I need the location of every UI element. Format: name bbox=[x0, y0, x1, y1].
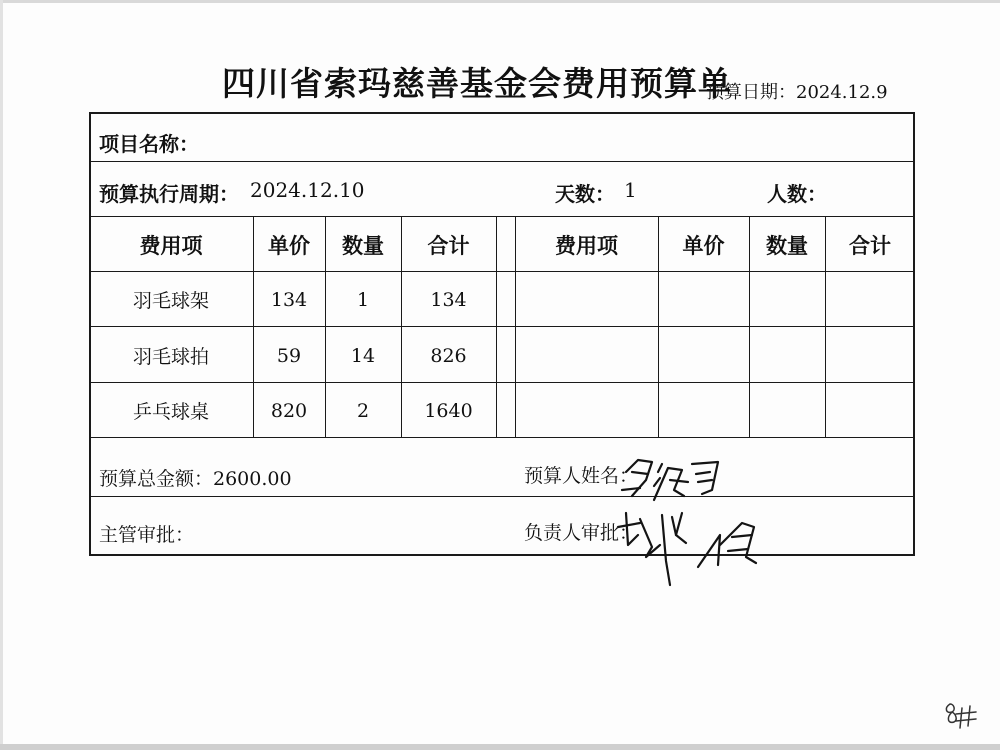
table-cell-item: 羽毛球架 bbox=[132, 290, 209, 312]
budget-date: 预算日期：2024.12.9 bbox=[706, 82, 888, 103]
table-cell-item: 乒乓球桌 bbox=[132, 401, 209, 423]
header-qty: 数量 bbox=[342, 233, 384, 258]
responsible-signature bbox=[616, 505, 766, 590]
row-divider bbox=[89, 161, 915, 162]
header-total: 合计 bbox=[427, 233, 470, 258]
header-price-right: 单价 bbox=[682, 233, 725, 258]
table-cell-total: 826 bbox=[430, 344, 467, 367]
scan-edge-left bbox=[0, 0, 3, 750]
table-cell-item: 羽毛球拍 bbox=[132, 346, 209, 368]
period-label: 预算执行周期： bbox=[99, 182, 239, 206]
table-cell-price: 134 bbox=[270, 288, 308, 311]
total-amount: 预算总金额：2600.00 bbox=[99, 468, 292, 490]
responsible-label: 负责人审批： bbox=[524, 522, 639, 544]
supervisor-label: 主管审批： bbox=[99, 524, 195, 546]
table-cell-total: 1640 bbox=[424, 399, 473, 422]
scan-edge-top bbox=[0, 0, 1000, 3]
table-cell-qty: 2 bbox=[356, 399, 370, 422]
preparer-signature bbox=[618, 450, 728, 510]
header-total-right: 合计 bbox=[849, 233, 891, 258]
scan-edge-bottom bbox=[0, 744, 1000, 750]
people-label: 人数： bbox=[767, 182, 827, 206]
header-item: 费用项 bbox=[139, 233, 203, 258]
header-item-right: 费用项 bbox=[555, 233, 618, 258]
period-value: 2024.12.10 bbox=[250, 178, 365, 202]
table-cell-price: 59 bbox=[276, 344, 302, 367]
table-cell-qty: 14 bbox=[350, 344, 376, 367]
table-cell-total: 134 bbox=[430, 288, 467, 311]
preparer-label: 预算人姓名： bbox=[524, 465, 639, 487]
page-number-mark bbox=[942, 694, 982, 734]
document-title: 四川省索玛慈善基金会费用预算单 bbox=[222, 64, 732, 103]
header-qty-right: 数量 bbox=[766, 233, 808, 258]
row-divider bbox=[89, 496, 915, 497]
project-name-label: 项目名称： bbox=[99, 132, 199, 156]
table-cell-price: 820 bbox=[270, 399, 308, 422]
days-label: 天数： bbox=[555, 182, 615, 206]
header-price: 单价 bbox=[268, 233, 310, 258]
days-value: 1 bbox=[624, 178, 637, 202]
table-cell-qty: 1 bbox=[356, 288, 370, 311]
column-divider bbox=[496, 216, 497, 437]
